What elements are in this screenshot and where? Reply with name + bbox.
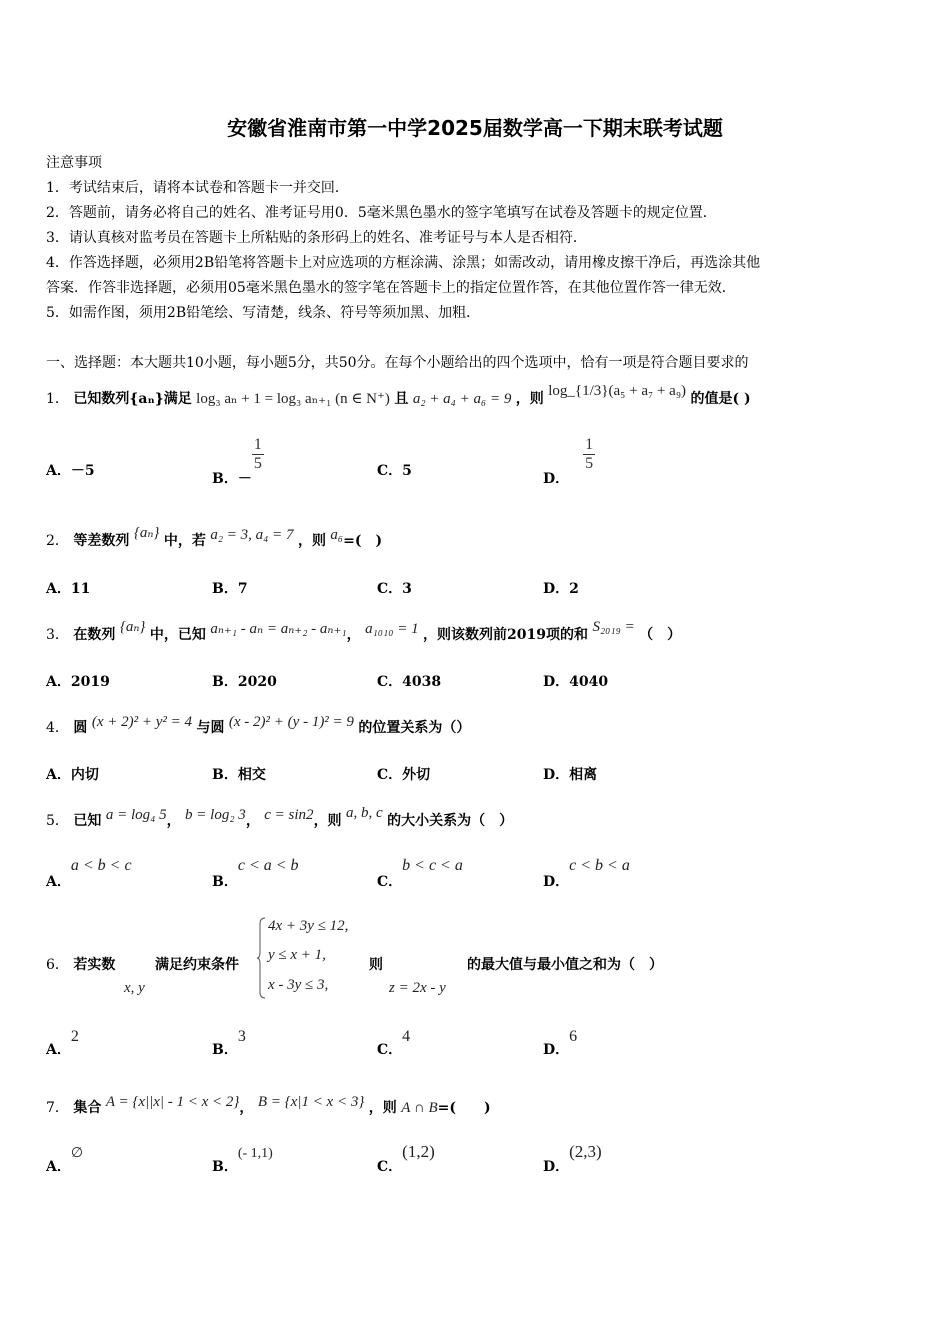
math-condition: aₙ₊₁ - aₙ = aₙ₊₂ - aₙ₊₁	[210, 621, 347, 637]
separator: ，	[346, 627, 361, 643]
option-b[interactable]: B．－ $\frac{1}{5}$	[212, 436, 262, 487]
option-a[interactable]: A．∅	[46, 1146, 84, 1175]
option-c[interactable]: C．b < c < a	[377, 857, 463, 890]
notes-heading: 注意事项	[46, 155, 102, 171]
math-condition: a₁₀₁₀ = 1	[365, 621, 419, 637]
question-text: 若实数	[73, 957, 116, 973]
math-condition: a₂ + a₄ + a₆ = 9	[412, 391, 512, 407]
option-b[interactable]: B．2020	[212, 674, 277, 690]
brace-icon	[257, 916, 267, 1000]
question-2	[46, 525, 383, 550]
question-text: 且	[394, 391, 409, 407]
option-c[interactable]: C．4038	[377, 674, 442, 690]
question-text: 的值是( )	[690, 391, 751, 407]
question-text: （ ）	[639, 627, 682, 643]
option-c[interactable]: C．(1,2)	[377, 1142, 435, 1175]
question-text: 的位置关系为（）	[358, 720, 471, 736]
question-text: 已知数列{aₙ}满足	[73, 391, 192, 407]
math-vars: x, y	[124, 980, 145, 996]
note-1: 1．考试结束后，请将本试卷和答题卡一并交回．	[46, 180, 349, 196]
question-text: 圆	[73, 720, 88, 736]
question-text: 的大小关系为（ ）	[387, 813, 514, 829]
question-text: ，则该数列前2019项的和	[423, 627, 588, 643]
question-number: 2．	[46, 533, 69, 549]
math-objective: z = 2x - y	[389, 980, 446, 996]
question-text: 中，若	[163, 533, 206, 549]
option-c[interactable]: C．3	[377, 581, 412, 597]
question-text: ，则	[297, 533, 326, 549]
question-number: 7．	[46, 1100, 69, 1116]
option-d[interactable]: D． $\frac{1}{5}$	[543, 436, 594, 487]
math-sequence: {aₙ}	[133, 525, 160, 541]
note-3: 3．请认真核对监考员在答题卡上所粘贴的条形码上的姓名、准考证号与本人是否相符．	[46, 230, 587, 246]
question-text: ，则	[515, 391, 544, 407]
question-7	[46, 1094, 491, 1117]
option-a[interactable]: A．2	[46, 1028, 79, 1058]
option-b[interactable]: B．相交	[212, 767, 266, 783]
question-5: 5． 已知 a = log₄ 5， b = log₂ 3， c = sin2，则 a, b, c 的大小关系为（ ）	[46, 805, 514, 829]
question-number: 6．	[46, 957, 69, 973]
math-sequence: {aₙ}	[119, 619, 146, 635]
option-d[interactable]: D．c < b < a	[543, 857, 630, 890]
option-d[interactable]: D．2	[543, 581, 579, 597]
note-4: 4．作答选择题，必须用2B铅笔将答题卡上对应选项的方框涂满、涂黑；如需改动，请用橡皮擦干净后，再选涂其他	[46, 255, 761, 271]
question-number: 5．	[46, 813, 69, 829]
question-1	[46, 383, 751, 408]
question-text: ，则	[368, 1100, 397, 1116]
math-target: S₂₀₁₉ =	[592, 619, 635, 635]
question-text: 与圆	[196, 720, 225, 736]
question-text: =( )	[343, 533, 383, 549]
question-6	[46, 954, 115, 974]
question-number: 4．	[46, 720, 69, 736]
question-text: 集合	[73, 1100, 102, 1116]
question-text: 已知	[73, 813, 102, 829]
math-c: c = sin2	[264, 807, 314, 823]
math-condition: log₃ aₙ + 1 = log₃ aₙ₊₁ (n ∈ N⁺)	[196, 391, 390, 407]
math-circle-1: (x + 2)² + y² = 4	[91, 714, 192, 730]
question-text: =( )	[437, 1100, 491, 1116]
constraint-2: y ≤ x + 1,	[268, 947, 326, 963]
math-set-b: B = {x|1 < x < 3}	[257, 1094, 365, 1110]
option-a[interactable]: A．11	[46, 581, 91, 597]
option-c[interactable]: C．4	[377, 1028, 411, 1058]
question-text: 满足约束条件	[155, 957, 239, 973]
question-4	[46, 714, 471, 737]
math-abc: a, b, c	[346, 805, 383, 821]
option-a[interactable]: A．2019	[46, 674, 110, 690]
constraint-1: 4x + 3y ≤ 12,	[268, 918, 349, 934]
question-text: ，则	[313, 813, 342, 829]
constraint-3: x - 3y ≤ 3,	[268, 977, 329, 993]
question-text: 等差数列	[73, 533, 130, 549]
math-target: a₆	[330, 527, 344, 543]
option-b[interactable]: B．7	[212, 581, 248, 597]
math-expression: log_{1/3}(a₅ + a₇ + a₉)	[548, 383, 687, 399]
option-a[interactable]: A．内切	[46, 767, 99, 783]
question-text: 的最大值与最小值之和为（ ）	[467, 957, 663, 973]
question-text: 中，已知	[149, 627, 206, 643]
math-intersection: A ∩ B	[401, 1100, 438, 1116]
option-a[interactable]: A．a < b < c	[46, 857, 132, 890]
option-c[interactable]: C．外切	[377, 767, 431, 783]
option-b[interactable]: B．(- 1,1)	[212, 1146, 273, 1175]
option-d[interactable]: D．相离	[543, 767, 598, 783]
math-b: b = log₂ 3	[185, 807, 246, 823]
math-condition: a₂ = 3, a₄ = 7	[210, 527, 294, 543]
question-3	[46, 619, 682, 644]
note-5: 5．如需作图，须用2B铅笔绘、写清楚，线条、符号等须加黑、加粗．	[46, 305, 481, 321]
question-text: 则	[369, 957, 383, 973]
option-b[interactable]: B．3	[212, 1028, 246, 1058]
option-d[interactable]: D．4040	[543, 674, 609, 690]
math-a: a = log₄ 5	[105, 807, 167, 823]
fraction: $\frac{1}{5}$	[253, 436, 262, 472]
option-c[interactable]: C．5	[377, 463, 412, 479]
note-4-continued: 答案．作答非选择题，必须用05毫米黑色墨水的签字笔在答题卡上的指定位置作答，在其他位置作答一律无效．	[46, 280, 736, 296]
question-number: 3．	[46, 627, 69, 643]
question-number: 1．	[46, 391, 69, 407]
option-d[interactable]: D．(2,3)	[543, 1142, 602, 1175]
question-text: 在数列	[73, 627, 116, 643]
page-title: 安徽省淮南市第一中学2025届数学高一下期末联考试题	[227, 116, 723, 140]
note-2: 2．答题前，请务必将自己的姓名、准考证号用0．5毫米黑色墨水的签字笔填写在试卷及答题卡的规定位置．	[46, 205, 717, 221]
option-d[interactable]: D．6	[543, 1028, 578, 1058]
math-set-a: A = {x||x| - 1 < x < 2}	[105, 1094, 240, 1110]
math-circle-2: (x - 2)² + (y - 1)² = 9	[228, 714, 354, 730]
section-heading: 一、选择题：本大题共10小题，每小题5分，共50分。在每个小题给出的四个选项中，恰有一项是符合题目要求的	[46, 355, 749, 371]
separator: ，	[239, 1100, 254, 1116]
fraction: $\frac{1}{5}$	[585, 436, 594, 472]
option-b[interactable]: B．c < a < b	[212, 857, 299, 890]
option-a[interactable]: A．－5	[46, 463, 95, 479]
